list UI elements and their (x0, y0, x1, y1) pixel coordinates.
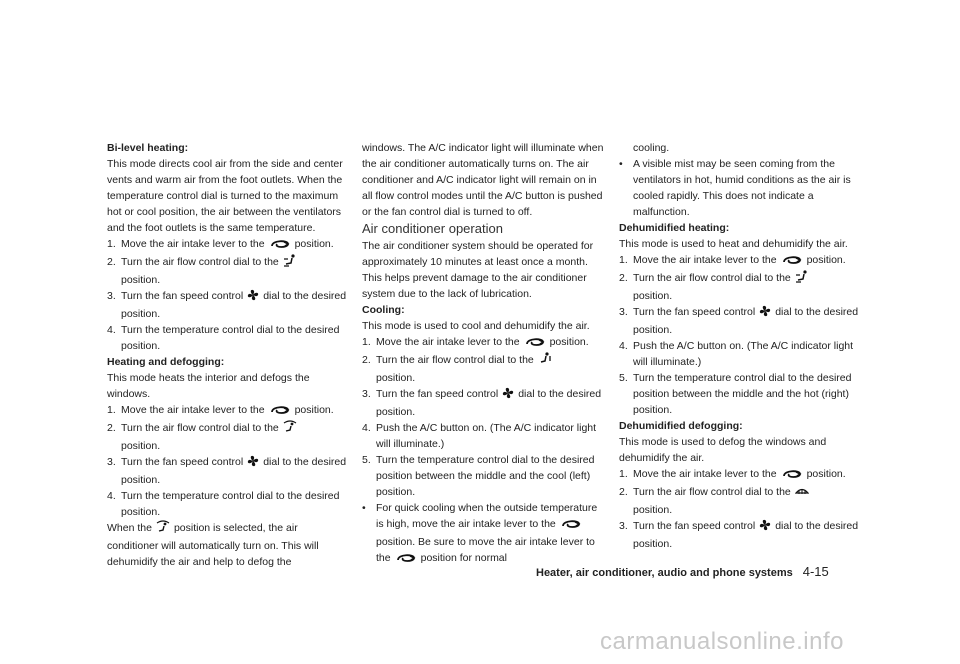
list-item (619, 484, 863, 518)
bilevel-mode-icon (795, 270, 809, 288)
step-text: Turn the air flow control dial to the (633, 486, 791, 498)
dehumidified-defogging-heading: Dehumidified defogging: (619, 420, 743, 432)
bullet-text: A visible mist may be seen coming from the ventilators in hot, humid conditions as the air is cooled rapidly. This does not indicate a malfunction. (633, 158, 851, 218)
step-number: 4. (107, 324, 116, 336)
list-item (619, 518, 863, 552)
step-text: position. (294, 238, 334, 250)
step-number: 3. (362, 388, 371, 400)
heating-defogging-intro: This mode heats the interior and defogs the windows. (107, 372, 310, 400)
step-number: 5. (619, 372, 628, 384)
defrost-note (107, 520, 351, 570)
fan-icon (247, 455, 259, 472)
ac-operation-heading: Air conditioner operation (362, 221, 503, 236)
step-text: dial to the desired position. (633, 520, 859, 550)
step-text: Turn the fan speed control (376, 388, 499, 400)
recirculate-icon (560, 518, 582, 534)
fan-icon (759, 519, 771, 536)
list-item (362, 386, 606, 420)
bullet-marker: • (619, 158, 623, 170)
step-text: Push the A/C button on. (The A/C indicator light will illuminate.) (633, 340, 854, 368)
bilevel-mode-icon (283, 254, 297, 272)
step-number: 2. (107, 256, 116, 268)
note-text: When the (107, 522, 152, 534)
step-text: Move the air intake lever to the (376, 336, 520, 348)
list-item (362, 352, 606, 386)
step-number: 2. (107, 422, 116, 434)
continued-text: cooling. (633, 142, 670, 154)
list-item (107, 288, 351, 322)
step-number: 2. (619, 486, 628, 498)
bilevel-heading: Bi-level heating: (107, 142, 189, 154)
list-item (362, 334, 606, 352)
dehumidified-defogging-intro: This mode is used to defog the windows and dehumidify the air. (619, 436, 827, 464)
bilevel-steps (107, 236, 351, 354)
step-number: 1. (619, 254, 628, 266)
step-text: position. (121, 440, 161, 452)
step-number: 1. (619, 468, 628, 480)
heating-defogging-heading: Heating and defogging: (107, 356, 225, 368)
cooling-heading: Cooling: (362, 304, 405, 316)
list-item (107, 236, 351, 254)
recirculate-icon (781, 254, 803, 270)
continued-text: windows. The A/C indicator light will illuminate when the air conditioner automatically turns on. The air conditioner and A/C indicator light will remain on in all flow control modes until the A/C button is pushed or the fan control dial is turned to off. (362, 142, 604, 218)
list-item (619, 338, 863, 370)
defrost-icon (795, 485, 809, 502)
step-text: position. (633, 504, 673, 516)
fan-icon (502, 387, 514, 404)
vent-mode-icon (538, 352, 552, 370)
dehumidified-heating-heading: Dehumidified heating: (619, 222, 730, 234)
fan-icon (759, 305, 771, 322)
dehumidified-heating-intro: This mode is used to heat and dehumidify the air. (619, 238, 848, 250)
step-text: position. (294, 404, 334, 416)
cooling-steps (362, 334, 606, 500)
fresh-air-icon (395, 552, 417, 568)
list-item (619, 370, 863, 418)
step-text: Turn the air flow control dial to the (633, 272, 791, 284)
recirculate-icon (781, 468, 803, 484)
step-number: 3. (619, 520, 628, 532)
recirculate-icon (269, 238, 291, 254)
step-text: Turn the temperature control dial to the desired position. (121, 490, 340, 518)
dehumidified-heating-steps (619, 252, 863, 418)
list-item (107, 488, 351, 520)
heating-defogging-steps (107, 402, 351, 520)
step-text: dial to the desired position. (376, 388, 602, 418)
step-number: 3. (107, 290, 116, 302)
step-text: dial to the desired position. (633, 306, 859, 336)
step-text: Turn the fan speed control (633, 306, 756, 318)
step-number: 1. (107, 238, 116, 250)
list-item (619, 304, 863, 338)
bullet-item (619, 156, 863, 220)
step-text: Turn the temperature control dial to the desired position between the middle and the hot (right) position. (633, 372, 852, 416)
note-text: position is selected, the air conditioner will automatically turn on. This will dehumidify the air and help to defog the (107, 522, 319, 568)
defrost-foot-icon (283, 420, 297, 438)
step-text: Turn the fan speed control (121, 290, 244, 302)
bullet-item (362, 500, 606, 568)
bullet-marker: • (362, 502, 366, 514)
step-text: dial to the desired position. (121, 290, 347, 320)
list-item (619, 252, 863, 270)
step-text: Move the air intake lever to the (121, 238, 265, 250)
column-2 (362, 140, 606, 568)
bullet-text: For quick cooling when the outside temperature is high, move the air intake lever to the (376, 502, 598, 530)
step-text: Turn the temperature control dial to the desired position between the middle and the cool (left) position. (376, 454, 595, 498)
step-text: position. (806, 468, 846, 480)
step-text: Turn the air flow control dial to the (121, 422, 279, 434)
step-number: 2. (619, 272, 628, 284)
step-text: position. (376, 372, 416, 384)
step-text: Move the air intake lever to the (633, 468, 777, 480)
column-1 (107, 140, 351, 570)
step-number: 3. (619, 306, 628, 318)
fan-icon (247, 289, 259, 306)
step-number: 5. (362, 454, 371, 466)
list-item (619, 270, 863, 304)
step-number: 3. (107, 456, 116, 468)
step-number: 4. (362, 422, 371, 434)
step-text: position. (633, 290, 673, 302)
step-text: Turn the temperature control dial to the desired position. (121, 324, 340, 352)
recirculate-icon (269, 404, 291, 420)
step-text: Move the air intake lever to the (633, 254, 777, 266)
list-item (107, 402, 351, 420)
step-text: Move the air intake lever to the (121, 404, 265, 416)
bullet-text: position for normal (420, 552, 507, 564)
bilevel-intro: This mode directs cool air from the side and center vents and warm air from the foot outlets. When the temperature control dial is turned to the maximum hot or cool position, the air between the ventilators and the foot outlets is the same temperature. (107, 158, 343, 234)
list-item (362, 452, 606, 500)
step-text: Turn the fan speed control (633, 520, 756, 532)
step-text: Turn the air flow control dial to the (376, 354, 534, 366)
step-number: 2. (362, 354, 371, 366)
step-number: 4. (107, 490, 116, 502)
cooling-intro: This mode is used to cool and dehumidify the air. (362, 320, 590, 332)
dehumidified-defogging-steps (619, 466, 863, 552)
step-text: Turn the fan speed control (121, 456, 244, 468)
ac-operation-intro: The air conditioner system should be operated for approximately 10 minutes at least once a month. This helps prevent damage to the air conditioner system due to the lack of lubrication. (362, 240, 594, 300)
step-text: position. (549, 336, 589, 348)
bullet-text: position. Be sure to move the air intake lever to the (376, 536, 595, 564)
recirculate-icon (524, 336, 546, 352)
step-number: 1. (362, 336, 371, 348)
step-text: position. (121, 274, 161, 286)
list-item (107, 322, 351, 354)
list-item (107, 254, 351, 288)
step-text: Push the A/C button on. (The A/C indicator light will illuminate.) (376, 422, 597, 450)
watermark: carmanualsonline.info (600, 628, 844, 655)
list-item (362, 420, 606, 452)
page-footer (536, 564, 829, 579)
page-number: 4-15 (802, 564, 829, 579)
column-3 (619, 140, 863, 552)
list-item (619, 466, 863, 484)
step-number: 4. (619, 340, 628, 352)
list-item (107, 454, 351, 488)
list-item (107, 420, 351, 454)
step-text: Turn the air flow control dial to the (121, 256, 279, 268)
section-title: Heater, air conditioner, audio and phone systems (536, 567, 793, 579)
step-text: position. (806, 254, 846, 266)
step-number: 1. (107, 404, 116, 416)
defrost-foot-icon (156, 520, 170, 538)
step-text: dial to the desired position. (121, 456, 347, 486)
